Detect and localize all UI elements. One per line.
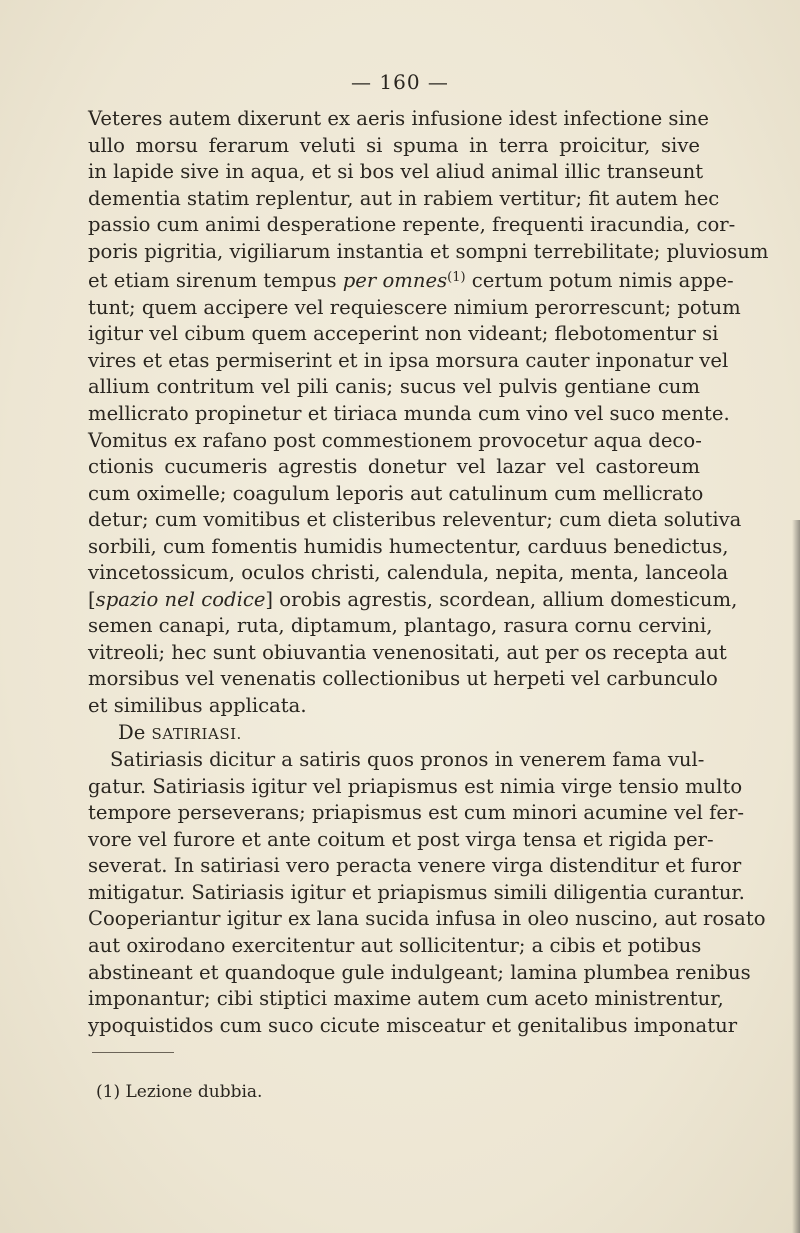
text-line: ullo morsu ferarum veluti si spuma in terra proicitur, sive [88,133,700,157]
text-line: dementia statim replentur, aut in rabiem vertitur; fit autem hec [88,186,720,210]
text-line: vincetossicum, oculos christi, calendula, nepita, menta, lanceola [88,561,729,585]
text-line: tunt; quem accipere vel requiescere nimium perorrescunt; potum [88,295,741,319]
text-line: abstineant et quandoque gule indulgeant; lamina plumbea renibus [88,960,751,984]
page-edge-shadow [792,520,800,1233]
text-line: in lapide sive in aqua, et si bos vel aliud animal illic transeunt [88,160,704,184]
text-line: imponantur; cibi stiptici maxime autem cum aceto ministrentur, [88,987,724,1011]
bracket: [ [88,587,96,611]
text-line: morsibus vel venenatis collectionibus ut herpeti vel carbunculo [88,667,718,691]
text-line: poris pigritia, vigiliarum instantia et sompni terrebilitate; pluviosum [88,239,769,263]
text-segment: et etiam sirenum tempus [88,269,343,293]
text-line: et similibus applicata. [88,694,307,718]
section-heading [88,720,700,748]
text-line: Cooperiantur igitur ex lana sucida infusa in oleo nuscino, aut rosato [88,907,766,931]
body-text [88,106,769,1039]
text-line: mitigatur. Satiriasis igitur et priapismus simili diligentia curantur. [88,880,745,904]
text-line: allium contritum vel pili canis; sucus vel pulvis gentiane cum [88,375,700,399]
text-line: sorbili, cum fomentis humidis humectentur, carduus benedictus, [88,534,729,558]
text-line: severat. In satiriasi vero peracta venere virga distenditur et furor [88,854,742,878]
text-line [88,265,734,295]
text-line: vires et etas permiserint et in ipsa morsura cauter inponatur vel [88,348,729,372]
text-line: ctionis cucumeris agrestis donetur vel lazar vel castoreum [88,455,700,479]
text-segment: certum potum nimis appe- [465,269,734,293]
text-line: ypoquistidos cum suco cicute misceatur et genitalibus imponatur [88,1013,738,1037]
bracket: ] [265,587,274,611]
text-line: aut oxirodano exercitentur aut sollicitentur; a cibis et potibus [88,933,702,957]
text-line: Satiriasis dicitur a satiris quos pronos in venerem fama vul- [110,748,705,772]
text-line: vore vel furore et ante coitum et post virga tensa et rigida per- [88,827,714,851]
heading-word: De [118,720,152,744]
text-line: tempore perseverans; priapismus est cum minori acumine vel fer- [88,801,744,825]
text-line: vitreoli; hec sunt obiuvantia venenositati, aut per os recepta aut [88,640,727,664]
footnote: (1) Lezione dubbia. [96,1082,263,1102]
heading-smallcaps: SATIRIASI. [151,724,242,743]
page-number: — 160 — [351,70,449,94]
text-line: Veteres autem dixerunt ex aeris infusione idest infectione sine [88,107,709,130]
text-line: mellicrato propinetur et tiriaca munda cum vino vel suco mente. [88,402,730,426]
text-line: detur; cum vomitibus et clisteribus releventur; cum dieta solutiva [88,508,742,532]
text-line: cum oximelle; coagulum leporis aut catulinum cum mellicrato [88,481,704,505]
editorial-note: spazio nel codice [95,587,266,611]
footnote-marker[interactable]: (1) [447,270,466,286]
text-segment: orobis agrestis, scordean, allium domesticum, [273,587,738,611]
footnote-divider [92,1052,174,1053]
italic-phrase: per omnes [342,269,448,293]
text-line: gatur. Satiriasis igitur vel priapismus est nimia virge tensio multo [88,774,743,798]
text-line: semen canapi, ruta, diptamum, plantago, rasura cornu cervini, [88,614,713,638]
text-line [88,587,738,614]
text-line: Vomitus ex rafano post commestionem provocetur aqua deco- [88,428,702,452]
text-line: igitur vel cibum quem acceperint non videant; flebotomentur si [88,322,719,346]
text-line: passio cum animi desperatione repente, frequenti iracundia, cor- [88,213,736,237]
